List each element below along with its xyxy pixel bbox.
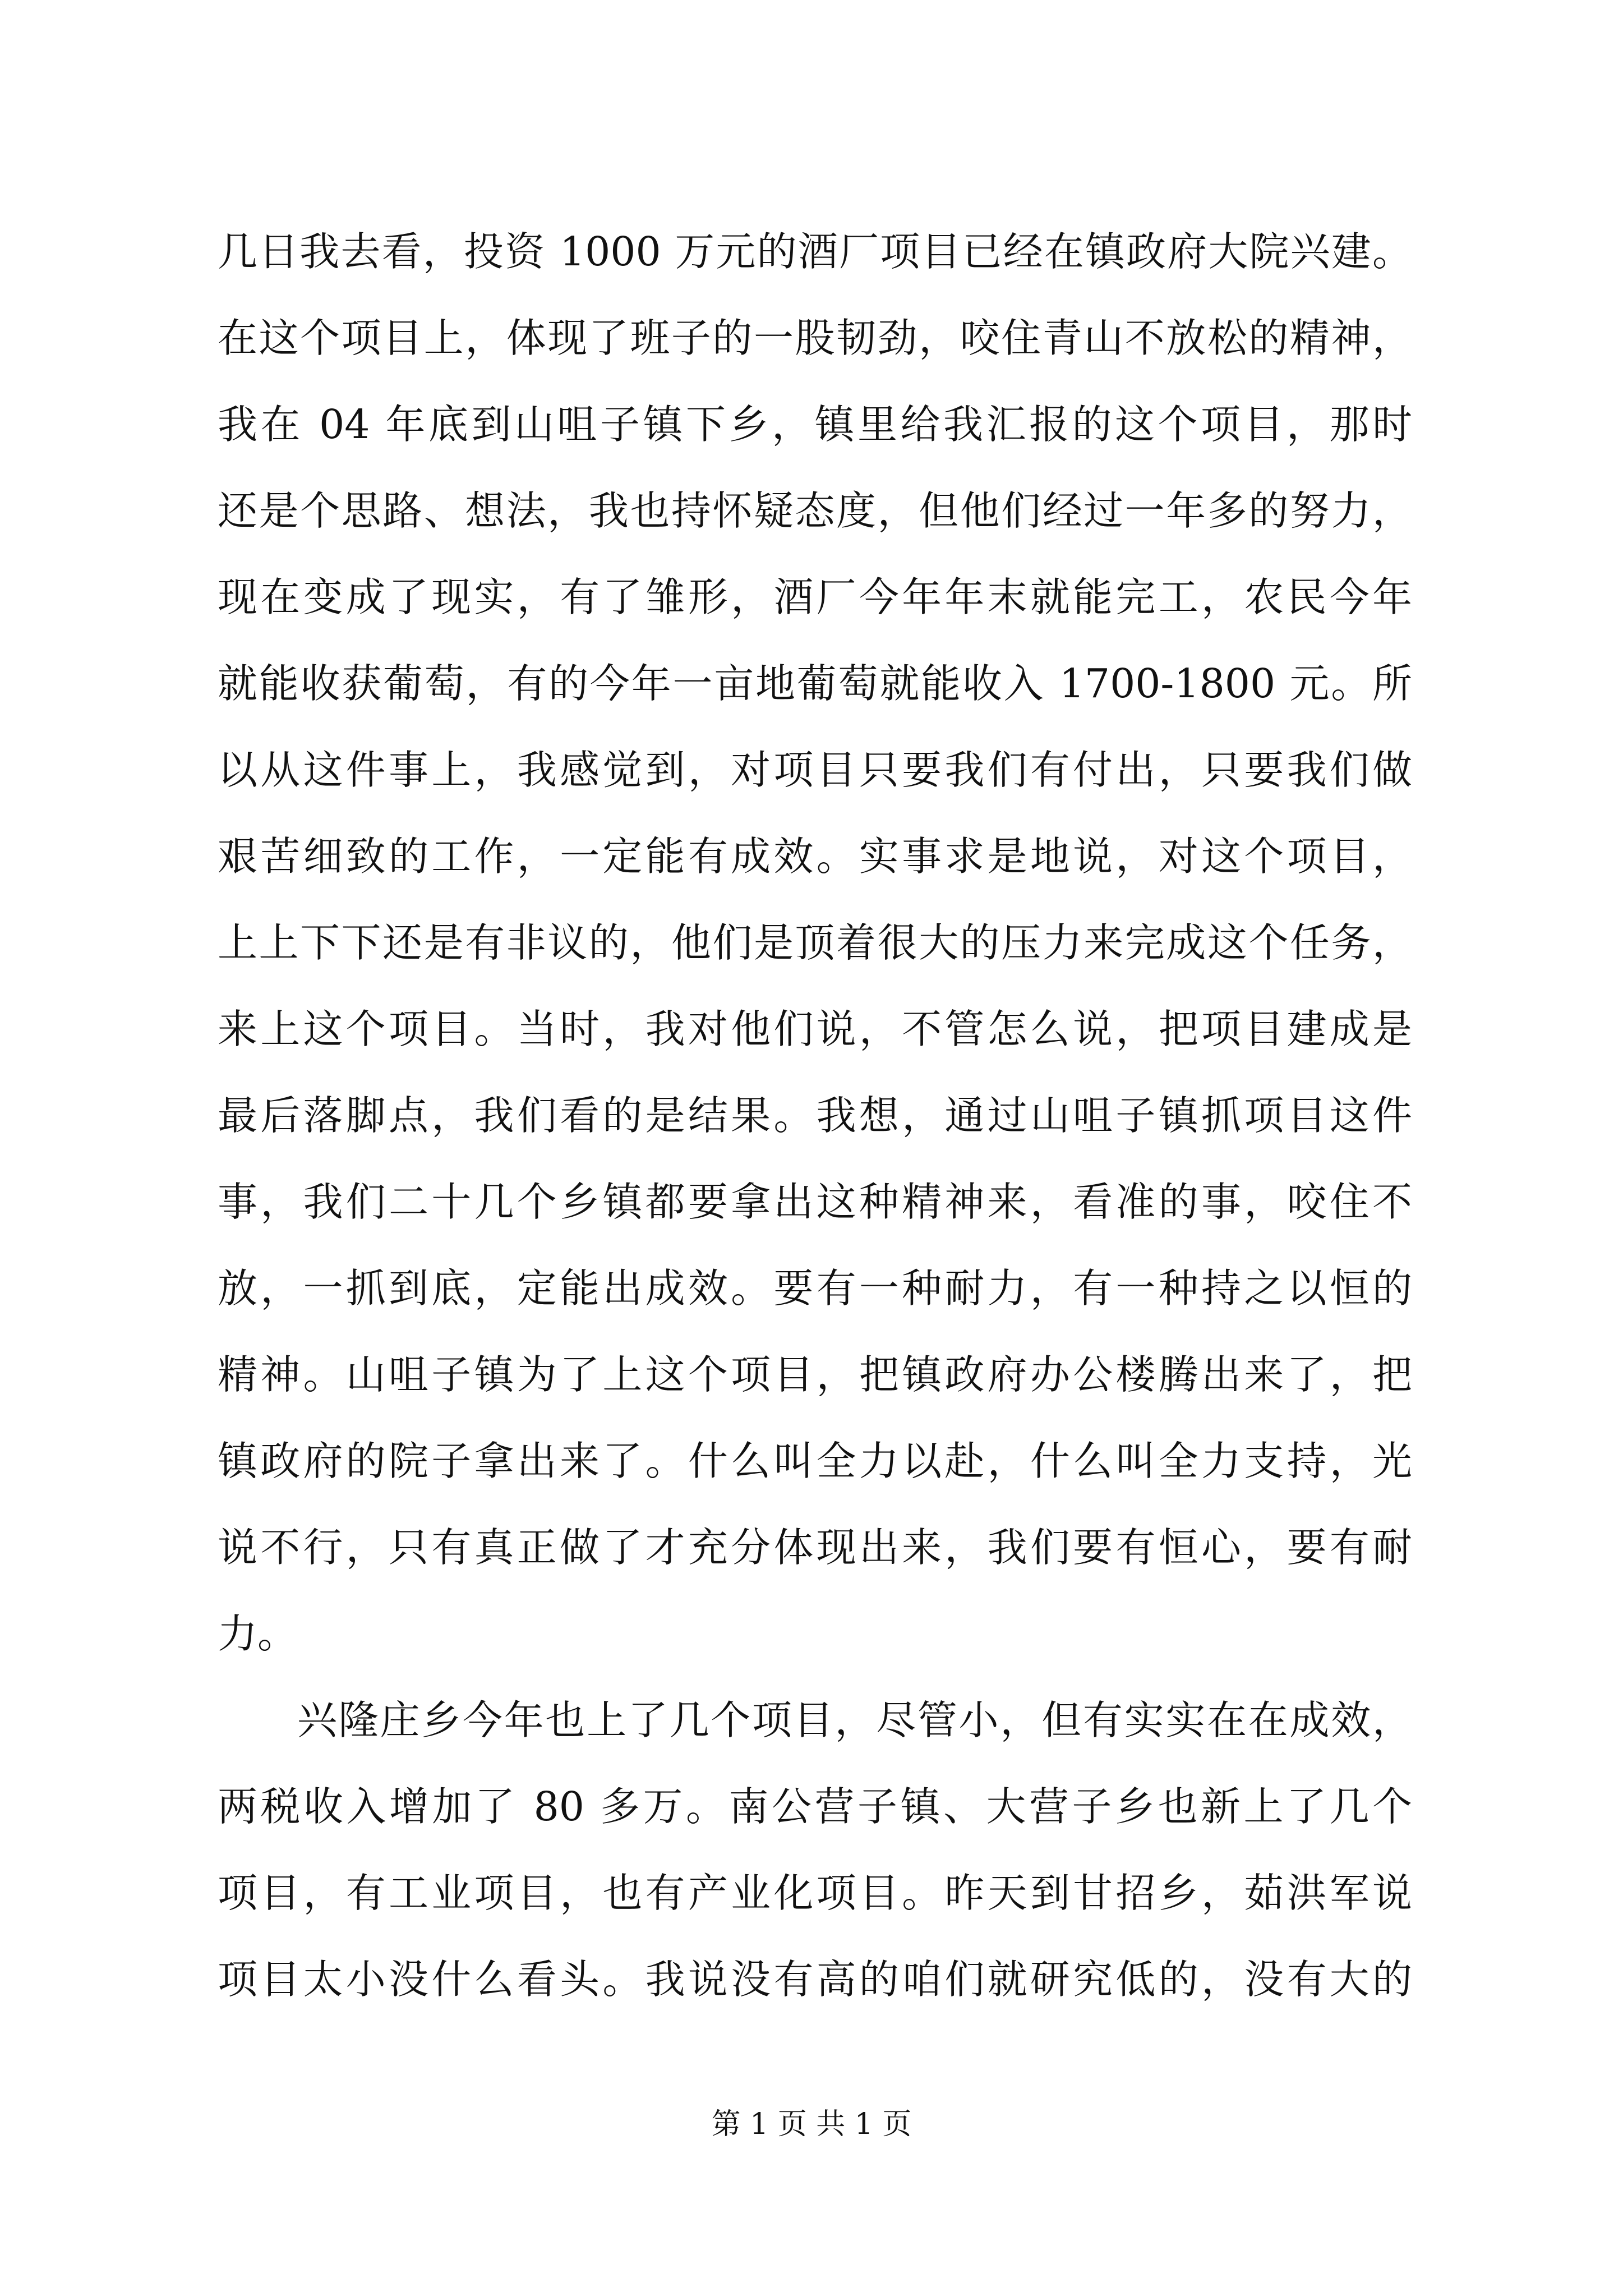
text-line-15: 镇政府的院子拿出来了。什么叫全力以赴，什么叫全力支持，光 xyxy=(218,1438,1412,1484)
text-line-4: 还是个思路、想法，我也持怀疑态度，但他们经过一年多的努力， xyxy=(218,487,1412,534)
text-line-9: 上上下下还是有非议的，他们是顶着很大的压力来完成这个任务， xyxy=(218,919,1412,966)
text-line-21: 项目太小没什么看头。我说没有高的咱们就研究低的，没有大的 xyxy=(218,1956,1412,2003)
text-line-17: 力。 xyxy=(218,1611,298,1657)
text-line-20: 项目，有工业项目，也有产业化项目。昨天到甘招乡，茹洪军说 xyxy=(218,1870,1412,1916)
text-line-2: 在这个项目上，体现了班子的一股韧劲，咬住青山不放松的精神， xyxy=(218,315,1412,361)
text-line-12: 事，我们二十几个乡镇都要拿出这种精神来，看准的事，咬住不 xyxy=(218,1179,1412,1225)
text-line-16: 说不行，只有真正做了才充分体现出来，我们要有恒心，要有耐 xyxy=(218,1524,1412,1571)
text-line-6: 就能收获葡萄，有的今年一亩地葡萄就能收入 1700-1800 元。所 xyxy=(218,660,1412,707)
text-line-5: 现在变成了现实，有了雏形，酒厂今年年末就能完工，农民今年 xyxy=(218,574,1412,620)
text-line-7: 以从这件事上，我感觉到，对项目只要我们有付出，只要我们做 xyxy=(218,747,1412,793)
text-line-14: 精神。山咀子镇为了上这个项目，把镇政府办公楼腾出来了，把 xyxy=(218,1351,1412,1398)
text-line-11: 最后落脚点，我们看的是结果。我想，通过山咀子镇抓项目这件 xyxy=(218,1092,1412,1139)
text-line-1: 几日我去看，投资 1000 万元的酒厂项目已经在镇政府大院兴建。 xyxy=(218,228,1412,275)
text-line-3: 我在 04 年底到山咀子镇下乡，镇里给我汇报的这个项目，那时 xyxy=(218,401,1412,448)
text-line-10: 来上这个项目。当时，我对他们说，不管怎么说，把项目建成是 xyxy=(218,1006,1412,1052)
body-text xyxy=(218,209,1412,2023)
page-footer: 第 1 页 共 1 页 xyxy=(711,2108,912,2141)
text-line-13: 放，一抓到底，定能出成效。要有一种耐力，有一种持之以恒的 xyxy=(218,1265,1412,1312)
text-line-19: 两税收入增加了 80 多万。南公营子镇、大营子乡也新上了几个 xyxy=(218,1783,1412,1830)
text-line-18: 兴隆庄乡今年也上了几个项目，尽管小，但有实实在在成效， xyxy=(297,1697,1412,1743)
text-line-8: 艰苦细致的工作，一定能有成效。实事求是地说，对这个项目， xyxy=(218,833,1412,880)
